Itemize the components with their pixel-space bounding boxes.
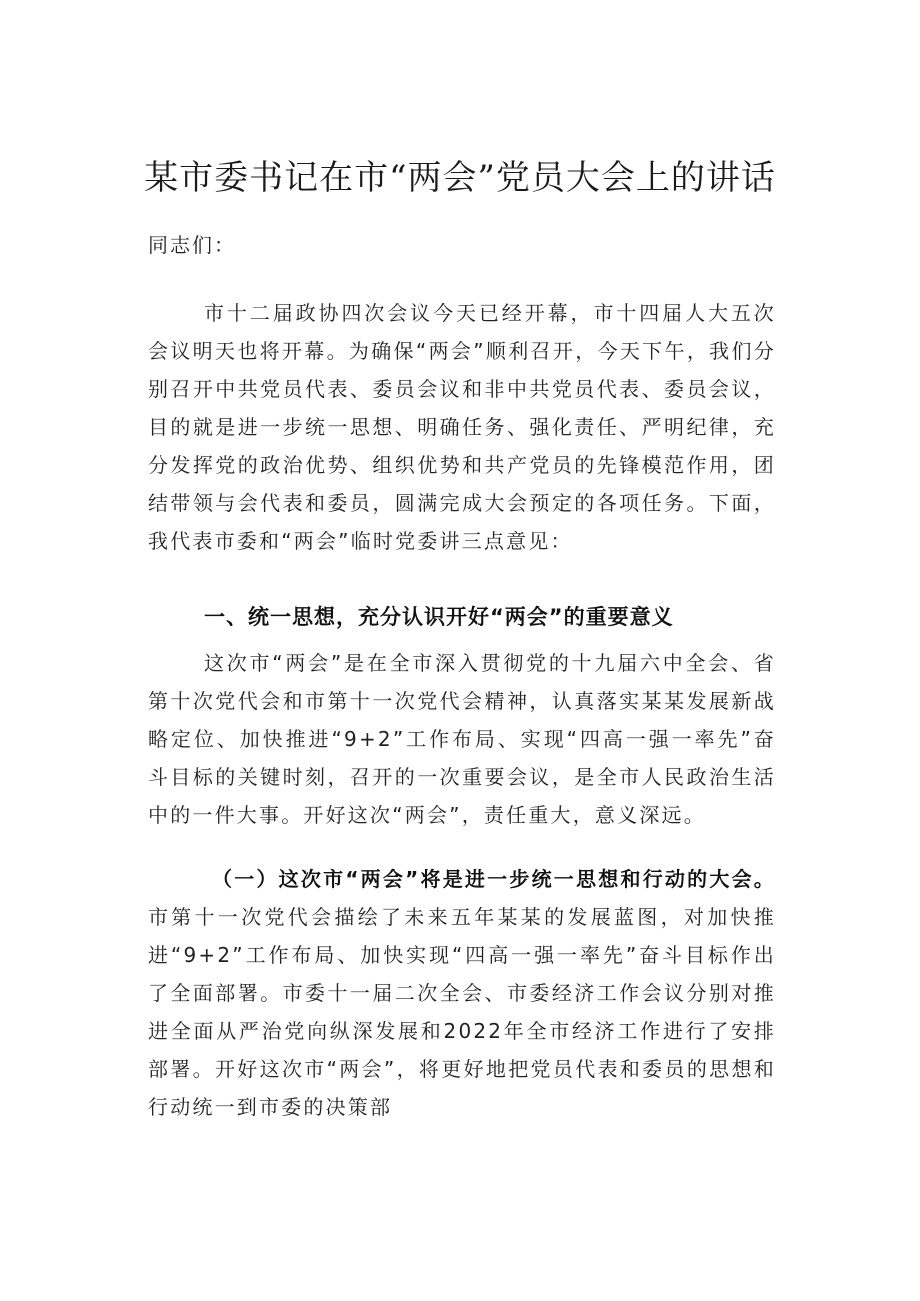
subsection-lead: （一）这次市“两会”将是进一步统一思想和行动的大会。 [212, 867, 776, 891]
paragraph-opening: 市十二届政协四次会议今天已经开幕，市十四届人大五次会议明天也将开幕。为确保“两会”顺利召开，今天下午，我们分别召开中共党员代表、委员会议和非中共党员代表、委员会议，目的就是进一步统一思想、明确任务、强化责任、严明纪律，充分发挥党的政治优势、组织优势和共产党员的先锋模范作用，团结带领与会代表和委员，圆满完成大会预定的各项任务。下面，我代表市委和“两会”临时党委讲三点意见： [148, 301, 776, 553]
document-title: 某市委书记在市“两会”党员大会上的讲话 [144, 158, 776, 198]
paragraph-subsection-1 [148, 860, 776, 1126]
salutation: 同志们： [148, 233, 236, 257]
section-heading-1: 一、统一思想，充分认识开好“两会”的重要意义 [204, 605, 674, 629]
paragraph-significance: 这次市“两会”是在全市深入贯彻党的十九届六中全会、省第十次党代会和市第十一次党代会精神，认真落实某某发展新战略定位、加快推进“9+2”工作布局、实现“四高一强一率先”奋斗目标的关键时刻，召开的一次重要会议，是全市人民政治生活中的一件大事。开好这次“两会”，责任重大，意义深远。 [148, 651, 776, 827]
subsection-text: 市第十一次党代会描绘了未来五年某某的发展蓝图，对加快推进“9+2”工作布局、加快实现“四高一强一率先”奋斗目标作出了全面部署。市委十一届二次全会、市委经济工作会议分别对推进全面从严治党向纵深发展和2022年全市经济工作进行了安排部署。开好这次市“两会”，将更好地把党员代表和委员的思想和行动统一到市委的决策部 [148, 905, 776, 1119]
